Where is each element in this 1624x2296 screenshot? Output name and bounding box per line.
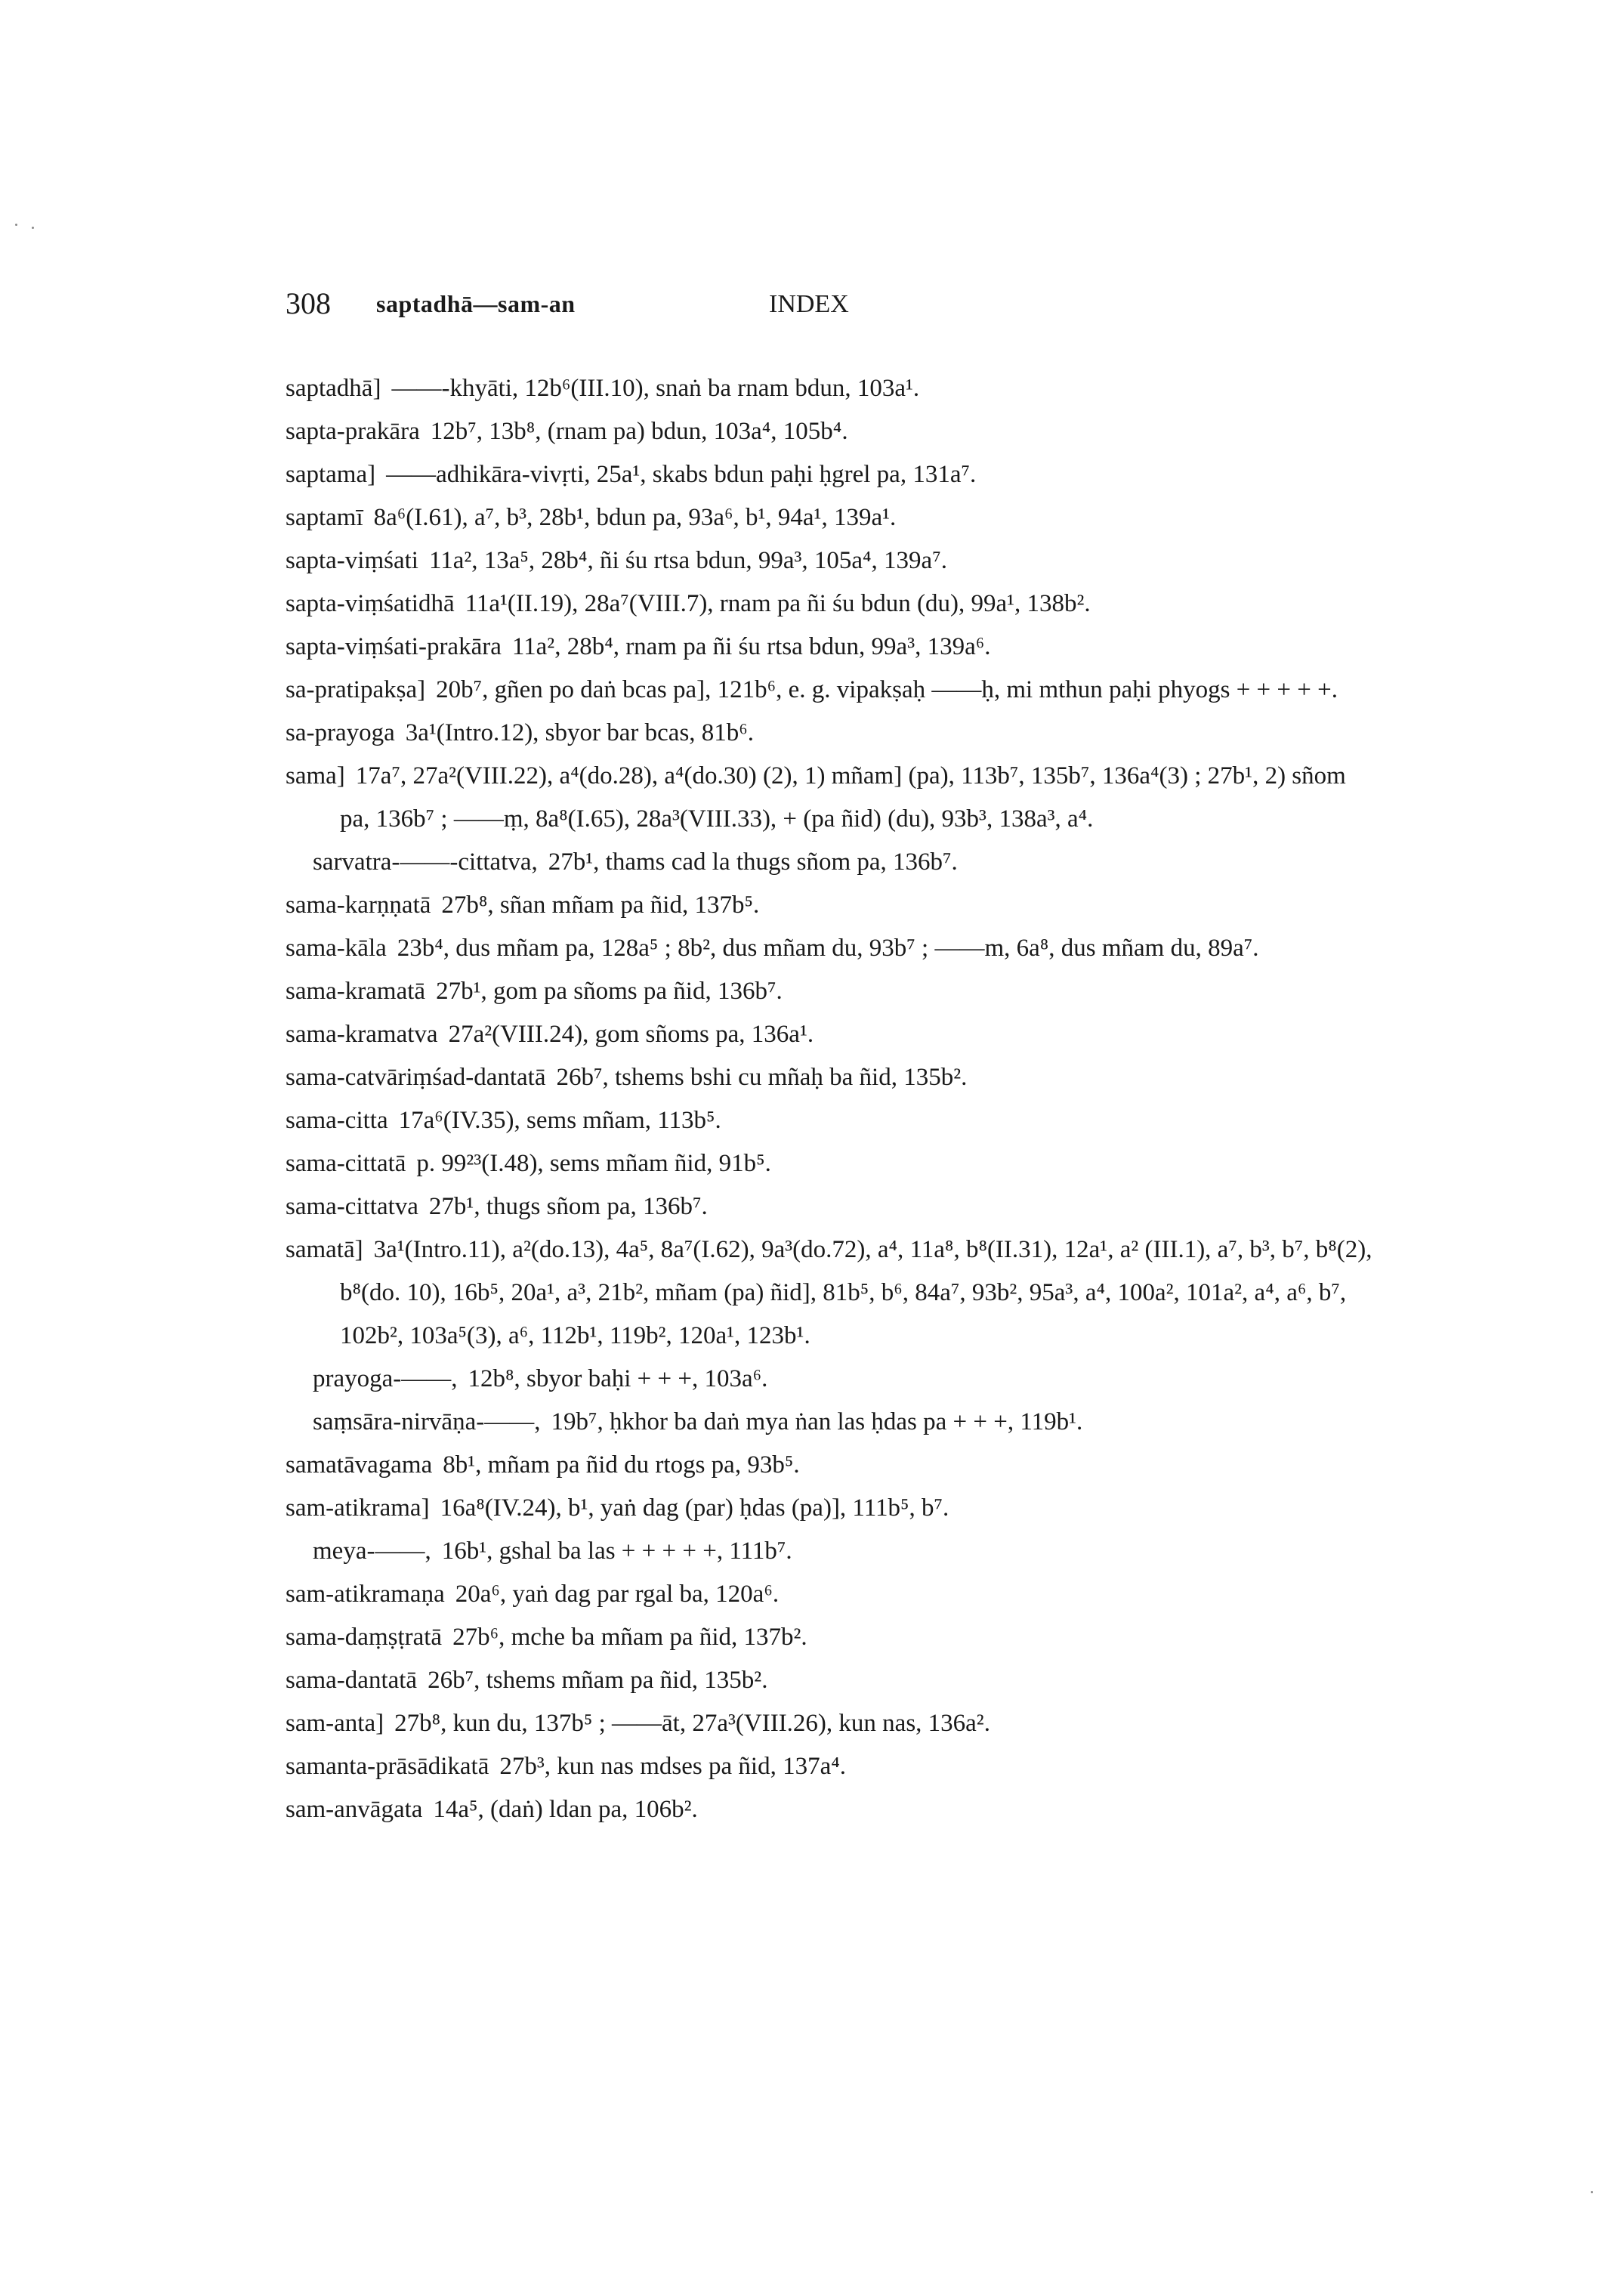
index-subentry xyxy=(313,1401,1373,1444)
entry-references: 20b⁷, gñen po daṅ bcas pa], 121b⁶, e. g. vipakṣaḥ ——ḥ, mi mthun paḥi phyogs + + + + +. xyxy=(436,676,1338,703)
entry-headword: sama-kāla xyxy=(286,935,387,962)
index-entry xyxy=(286,1573,1373,1616)
index-entries xyxy=(286,367,1373,1831)
entry-headword: saṃsāra-nirvāṇa-——, xyxy=(313,1408,541,1435)
entry-references: 11a¹(II.19), 28a⁷(VIII.7), rnam pa ñi śu bdun (du), 99a¹, 138b². xyxy=(465,590,1091,617)
index-entry xyxy=(286,1099,1373,1142)
index-entry xyxy=(286,927,1373,970)
entry-headword: sapta-prakāra xyxy=(286,418,420,445)
index-entry xyxy=(286,453,1373,496)
index-entry xyxy=(286,1487,1373,1530)
entry-references: 3a¹(Intro.12), sbyor bar bcas, 81b⁶. xyxy=(405,719,755,746)
index-entry xyxy=(286,884,1373,927)
index-entry xyxy=(286,1228,1373,1358)
entry-references: 27b¹, thams cad la thugs sñom pa, 136b⁷. xyxy=(548,848,958,876)
entry-references: 27a²(VIII.24), gom sñoms pa, 136a¹. xyxy=(448,1021,814,1048)
entry-references: 20a⁶, yaṅ dag par rgal ba, 120a⁶. xyxy=(455,1581,780,1608)
entry-references: 17a⁷, 27a²(VIII.22), a⁴(do.28), a⁴(do.30) (2), 1) mñam] (pa), 113b⁷, 135b⁷, 136a⁴(3) ; 27b¹, 2) sñom pa, 136b⁷ ; ——ṃ, 8a⁸(I.65), 28a³(VIII.33), + (pa ñid) (du), 93b³, 138a³, a⁴. xyxy=(340,762,1346,833)
entry-references: 27b³, kun nas mdses pa ñid, 137a⁴. xyxy=(499,1753,846,1780)
entry-headword: sama-dantatā xyxy=(286,1667,418,1694)
index-entry xyxy=(286,712,1373,755)
entry-references: 27b⁶, mche ba mñam pa ñid, 137b². xyxy=(452,1624,807,1651)
entry-headword: saptadhā] xyxy=(286,375,381,402)
index-subentry xyxy=(313,1358,1373,1401)
index-entry xyxy=(286,410,1373,453)
entry-headword: sama-cittatva xyxy=(286,1193,418,1220)
index-entry xyxy=(286,496,1373,539)
index-entry xyxy=(286,582,1373,626)
entry-references: 8b¹, mñam pa ñid du rtogs pa, 93b⁵. xyxy=(443,1451,800,1479)
entry-headword: sarvatra-——-cittatva, xyxy=(313,848,538,876)
entry-headword: samanta-prāsādikatā xyxy=(286,1753,489,1780)
entry-references: 16a⁸(IV.24), b¹, yaṅ dag (par) ḥdas (pa)], 111b⁵, b⁷. xyxy=(440,1494,949,1522)
entry-headword: meya-——, xyxy=(313,1537,431,1565)
entry-headword: samatāvagama xyxy=(286,1451,433,1479)
index-entry xyxy=(286,1702,1373,1745)
entry-headword: sa-prayoga xyxy=(286,719,395,746)
entry-headword: sama-citta xyxy=(286,1107,388,1134)
entry-references: 26b⁷, tshems mñam pa ñid, 135b². xyxy=(428,1667,768,1694)
entry-references: 12b⁸, sbyor baḥi + + +, 103a⁶. xyxy=(468,1365,768,1392)
entry-references: 3a¹(Intro.11), a²(do.13), 4a⁵, 8a⁷(I.62), 9a³(do.72), a⁴, 11a⁸, b⁸(II.31), 12a¹, a² (III.1), a⁷, b³, b⁷, b⁸(2), b⁸(do. 10), 16b⁵, 20a¹, a³, 21b², mñam (pa) ñid], 81b⁵, b⁶, 84a⁷, 93b², 95a³, a⁴, 100a², 101a², a⁴, a⁶, b⁷, 102b², 103a⁵(3), a⁶, 112b¹, 119b², 120a¹, 123b¹. xyxy=(340,1236,1372,1349)
index-subentry xyxy=(313,1530,1373,1573)
entry-headword: saptama] xyxy=(286,461,376,488)
index-entry xyxy=(286,1659,1373,1702)
index-entry xyxy=(286,1185,1373,1228)
entry-headword: samatā] xyxy=(286,1236,363,1263)
entry-references: 27b⁸, kun du, 137b⁵ ; ——āt, 27a³(VIII.26), kun nas, 136a². xyxy=(394,1710,990,1737)
entry-headword: sama-catvāriṃśad-dantatā xyxy=(286,1064,546,1091)
entry-references: 8a⁶(I.61), a⁷, b³, 28b¹, bdun pa, 93a⁶, b¹, 94a¹, 139a¹. xyxy=(373,504,897,531)
entry-references: p. 99²³(I.48), sems mñam ñid, 91b⁵. xyxy=(416,1150,771,1177)
entry-references: 11a², 28b⁴, rnam pa ñi śu rtsa bdun, 99a³, 139a⁶. xyxy=(511,633,991,660)
entry-headword: sam-atikramaṇa xyxy=(286,1581,445,1608)
index-entry xyxy=(286,755,1373,841)
entry-references: 27b¹, thugs sñom pa, 136b⁷. xyxy=(428,1193,708,1220)
index-entry xyxy=(286,970,1373,1013)
entry-headword: sama-kramatā xyxy=(286,978,426,1005)
entry-headword: sama-cittatā xyxy=(286,1150,406,1177)
entry-references: ——-khyāti, 12b⁶(III.10), snaṅ ba rnam bdun, 103a¹. xyxy=(391,375,920,402)
index-entry xyxy=(286,367,1373,410)
entry-headword: sam-anvāgata xyxy=(286,1796,423,1823)
scan-speck xyxy=(15,224,17,226)
entry-references: 17a⁶(IV.35), sems mñam, 113b⁵. xyxy=(398,1107,721,1134)
index-entry xyxy=(286,1013,1373,1056)
entry-references: ——adhikāra-vivṛti, 25a¹, skabs bdun paḥi ḥgrel pa, 131a⁷. xyxy=(386,461,977,488)
scan-speck xyxy=(1591,2191,1593,2193)
entry-headword: sapta-viṃśati-prakāra xyxy=(286,633,502,660)
entry-references: 11a², 13a⁵, 28b⁴, ñi śu rtsa bdun, 99a³, 105a⁴, 139a⁷. xyxy=(428,547,947,574)
entry-headword: sama-kramatva xyxy=(286,1021,438,1048)
entry-headword: prayoga-——, xyxy=(313,1365,458,1392)
entry-references: 26b⁷, tshems bshi cu mñaḥ ba ñid, 135b². xyxy=(556,1064,968,1091)
entry-headword: sa-pratipakṣa] xyxy=(286,676,426,703)
entry-references: 27b⁸, sñan mñam pa ñid, 137b⁵. xyxy=(441,892,760,919)
entry-references: 16b¹, gshal ba las + + + + +, 111b⁷. xyxy=(441,1537,792,1565)
entry-headword: sapta-viṃśatidhā xyxy=(286,590,455,617)
entry-references: 12b⁷, 13b⁸, (rnam pa) bdun, 103a⁴, 105b⁴. xyxy=(430,418,848,445)
entry-references: 14a⁵, (daṅ) ldan pa, 106b². xyxy=(433,1796,698,1823)
running-header xyxy=(286,286,1358,331)
entry-headword: sama-karṇṇatā xyxy=(286,892,431,919)
entry-references: 23b⁴, dus mñam pa, 128a⁵ ; 8b², dus mñam du, 93b⁷ ; ——m, 6a⁸, dus mñam du, 89a⁷. xyxy=(397,935,1259,962)
entry-headword: sam-atikrama] xyxy=(286,1494,430,1522)
index-entry xyxy=(286,626,1373,669)
page-number: 308 xyxy=(286,286,331,320)
index-subentry xyxy=(313,841,1373,884)
entry-headword: sama] xyxy=(286,762,345,790)
entry-headword: sapta-viṃśati xyxy=(286,547,418,574)
entry-headword: saptamī xyxy=(286,504,363,531)
index-entry xyxy=(286,669,1373,712)
page-title: INDEX xyxy=(769,290,849,318)
scan-speck xyxy=(32,227,34,229)
index-entry xyxy=(286,1056,1373,1099)
entry-references: 27b¹, gom pa sñoms pa ñid, 136b⁷. xyxy=(436,978,783,1005)
index-entry xyxy=(286,539,1373,582)
page-range: saptadhā—sam-an xyxy=(376,290,576,317)
entry-references: 19b⁷, ḥkhor ba daṅ mya ṅan las ḥdas pa + + +, 119b¹. xyxy=(551,1408,1083,1435)
index-entry xyxy=(286,1142,1373,1185)
index-entry xyxy=(286,1616,1373,1659)
index-entry xyxy=(286,1444,1373,1487)
index-entry xyxy=(286,1745,1373,1788)
entry-headword: sam-anta] xyxy=(286,1710,384,1737)
entry-headword: sama-daṃṣṭratā xyxy=(286,1624,443,1651)
index-entry xyxy=(286,1788,1373,1831)
